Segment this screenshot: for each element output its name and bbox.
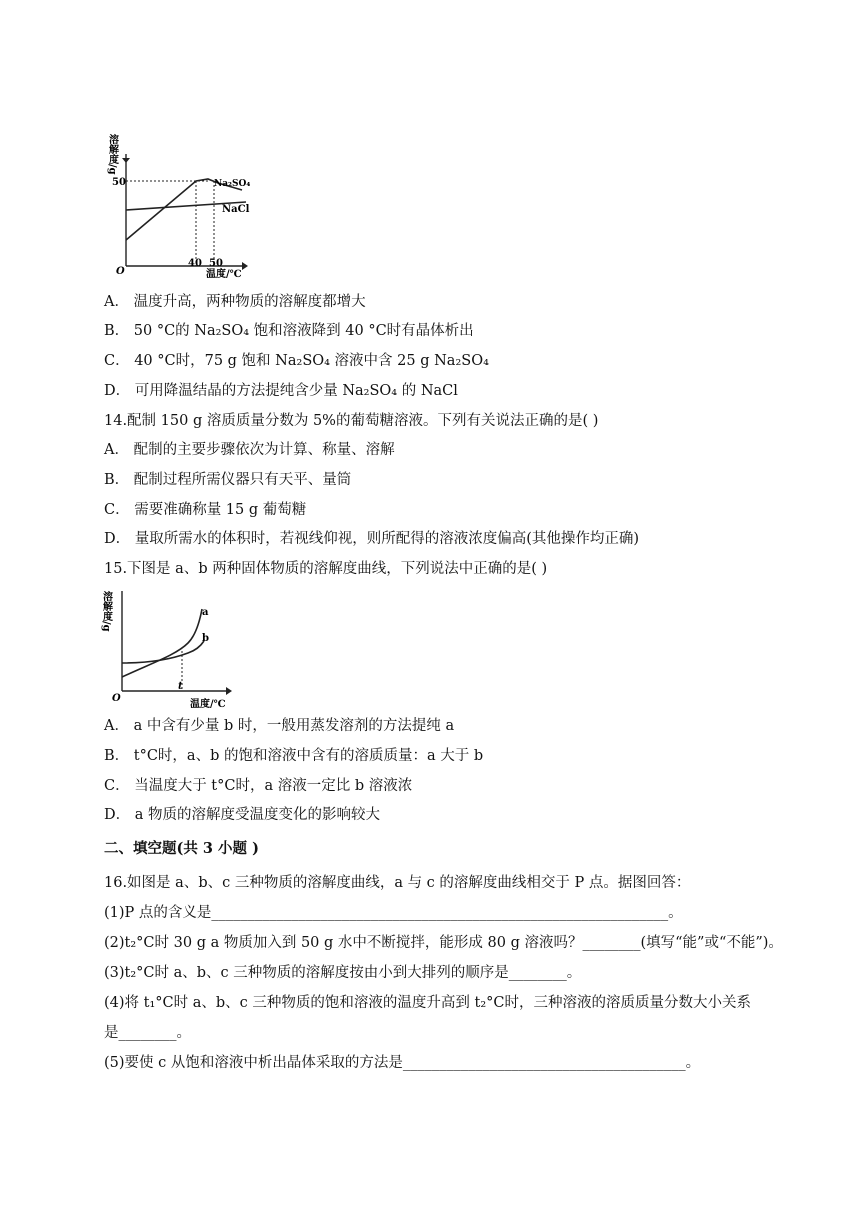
q15-option-c: C． 当温度大于 t°C时，a 溶液一定比 b 溶液浓 (104, 778, 413, 794)
y-tick-50: 50 (112, 177, 126, 188)
q16-part2: (2)t₂°C时 30 g a 物质加入到 50 g 水中不断搅拌，能形成 80 g 溶液吗？________(填写“能”或“不能”)。 (104, 935, 783, 951)
q16-part5: (5)要使 c 从饱和溶液中析出晶体采取的方法是_______________________________________。 (104, 1055, 701, 1071)
x-tick-50: 50 (209, 258, 223, 269)
origin-label: O (112, 693, 121, 704)
series-label-b: b (202, 633, 209, 644)
x-tick-40: 40 (188, 258, 202, 269)
curve-b (122, 641, 204, 663)
series-label-na2so4: Na₂SO₄ (214, 179, 251, 189)
q15-option-d: D． a 物质的溶解度受温度变化的影响较大 (104, 807, 380, 823)
q13-option-c: C． 40 °C时，75 g 饱和 Na₂SO₄ 溶液中含 25 g Na₂SO₄ (104, 353, 489, 369)
q13-option-d: D． 可用降温结晶的方法提纯含少量 Na₂SO₄ 的 NaCl (104, 383, 458, 399)
q14-option-c: C． 需要准确称量 15 g 葡萄糖 (104, 502, 307, 518)
x-axis-label: 温度/℃ (190, 699, 226, 710)
x-tick-t: t (178, 681, 183, 692)
q16-part4: (4)将 t₁°C时 a、b、c 三种物质的饱和溶液的温度升高到 t₂°C时，三种溶液的溶质质量分数大小关系 (104, 995, 751, 1011)
q15-option-b: B． t°C时，a、b 的饱和溶液中含有的溶质质量：a 大于 b (104, 748, 484, 764)
origin-label: O (116, 266, 125, 277)
series-label-a: a (202, 607, 209, 618)
q14-option-a: A． 配制的主要步骤依次为计算、称量、溶解 (104, 442, 395, 458)
q14-option-b: B． 配制过程所需仪器只有天平、量筒 (104, 472, 352, 488)
series-label-nacl: NaCl (222, 204, 250, 215)
q13-option-a: A． 温度升高，两种物质的溶解度都增大 (104, 294, 366, 310)
q16-part4-cont: 是________。 (104, 1025, 191, 1041)
q16-stem: 16.如图是 a、b、c 三种物质的溶解度曲线，a 与 c 的溶解度曲线相交于 P 点。据图回答： (104, 875, 691, 891)
x-axis-label: 温度/℃ (206, 269, 242, 280)
q13-option-b: B． 50 °C的 Na₂SO₄ 饱和溶液降到 40 °C时有晶体析出 (104, 323, 474, 339)
q15-option-a: A． a 中含有少量 b 时，一般用蒸发溶剂的方法提纯 a (104, 718, 455, 734)
section-heading: 二、填空题(共 3 小题 ) (104, 840, 259, 857)
q14-stem: 14.配制 150 g 溶质质量分数为 5%的葡萄糖溶液。下列有关说法正确的是( ) (104, 413, 599, 429)
curve-a (122, 609, 202, 677)
solubility-chart-a-b (100, 585, 240, 710)
q14-option-d: D． 量取所需水的体积时，若视线仰视，则所配得的溶液浓度偏高(其他操作均正确) (104, 531, 640, 547)
q16-part3: (3)t₂°C时 a、b、c 三种物质的溶解度按由小到大排列的顺序是________。 (104, 965, 582, 981)
y-axis-label: 溶解度/g (100, 591, 112, 632)
q15-stem: 15.下图是 a、b 两种固体物质的溶解度曲线，下列说法中正确的是( ) (104, 561, 548, 577)
q16-part1: (1)P 点的含义是_______________________________________________________________。 (104, 905, 683, 921)
y-axis-label: 溶解度/g (106, 134, 118, 175)
solubility-chart-na2so4-nacl (106, 126, 262, 280)
